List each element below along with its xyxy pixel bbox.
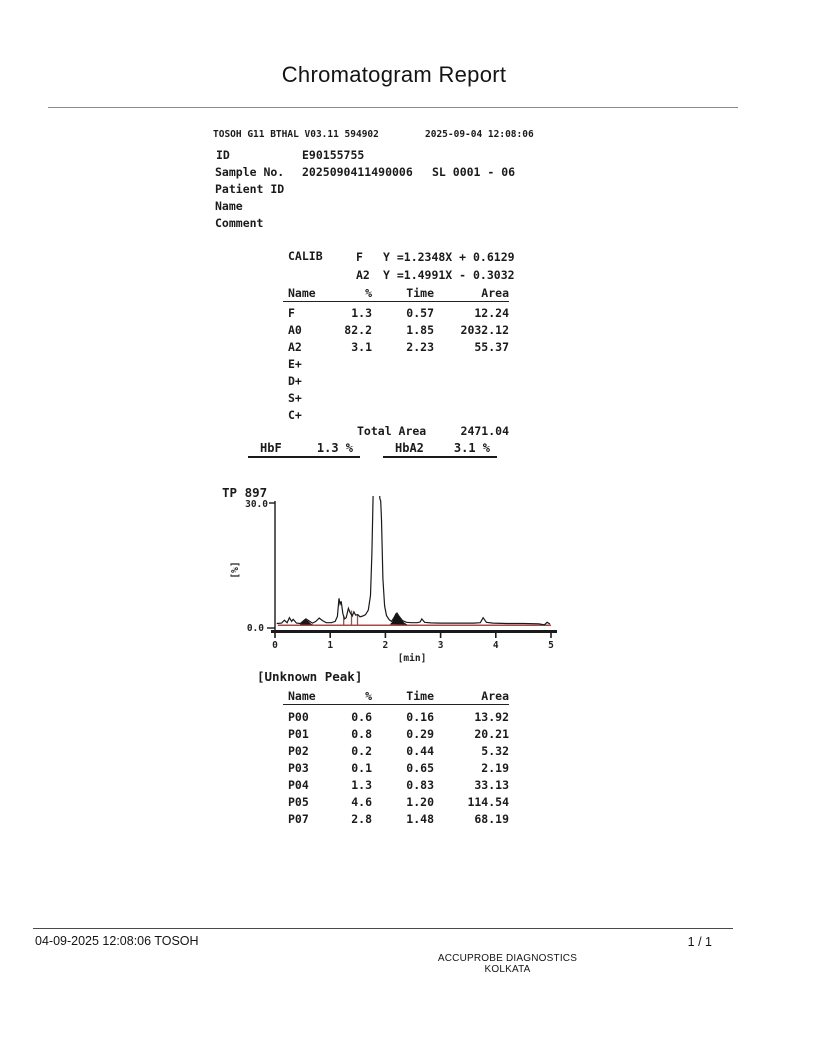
cell-percent: 82.2 (344, 323, 372, 337)
cell-name: F (288, 306, 295, 320)
col-area: Area (481, 286, 509, 300)
cell-percent: 3.1 (351, 340, 372, 354)
table-row (283, 726, 509, 743)
calib-eq-a2-formula: Y =1.4991X - 0.3032 (383, 267, 515, 282)
cell-name: P07 (288, 812, 309, 826)
cell-name: A2 (288, 340, 302, 354)
total-points-label: TP 897 (222, 485, 268, 500)
cell-area: 2032.12 (460, 323, 509, 337)
chromatogram-plot (220, 490, 565, 666)
field-extra-sample-no: SL 0001 - 06 (432, 165, 516, 179)
hba2-summary (383, 440, 497, 458)
col-name: Name (288, 286, 316, 300)
field-label-id: ID (216, 148, 230, 162)
total-area-line (283, 423, 509, 440)
hba2-label: HbA2 (395, 441, 424, 455)
cell-name: P02 (288, 744, 309, 758)
svg-text:3: 3 (437, 640, 444, 651)
col-time: Time (406, 286, 434, 300)
table-row (283, 390, 509, 407)
table-row (283, 339, 509, 356)
table-row (283, 305, 509, 322)
calib-table-header (283, 285, 509, 302)
calib-eq-f-formula: Y =1.2348X + 0.6129 (383, 250, 515, 264)
page-title: Chromatogram Report (281, 62, 507, 87)
cell-time: 1.48 (406, 812, 434, 826)
cell-name: C+ (288, 408, 302, 422)
cell-name: D+ (288, 374, 302, 388)
cell-percent: 0.2 (351, 744, 372, 758)
cell-name: P03 (288, 761, 309, 775)
cell-percent: 0.6 (351, 710, 372, 724)
machine-datetime: 2025-09-04 12:08:06 (425, 129, 534, 140)
cell-name: E+ (288, 357, 302, 371)
calib-table (283, 285, 509, 424)
svg-text:5: 5 (548, 640, 554, 651)
cell-time: 1.20 (406, 795, 434, 809)
unknown-table-header (283, 688, 509, 705)
calib-equation-a2 (356, 267, 515, 285)
cell-area: 68.19 (474, 812, 509, 826)
field-label-name: Name (215, 199, 243, 213)
cell-percent: 1.3 (351, 306, 372, 320)
x-axis-ticks (275, 633, 551, 638)
calib-eq-f-name: F (356, 250, 363, 264)
col-percent: % (365, 286, 372, 300)
field-label-sample-no: Sample No. (215, 165, 285, 179)
page-number: 1 / 1 (687, 935, 712, 949)
table-row (283, 356, 509, 373)
footer-datetime: 04-09-2025 12:08:06 TOSOH (35, 934, 199, 948)
cell-name: S+ (288, 391, 302, 405)
cell-time: 0.57 (406, 306, 434, 320)
machine-info: TOSOH G11 BTHAL V03.11 594902 (213, 129, 379, 140)
chromatogram-trace (277, 490, 550, 625)
col-name: Name (288, 689, 316, 703)
table-row (283, 760, 509, 777)
cell-percent: 2.8 (351, 812, 372, 826)
cell-area: 55.37 (474, 340, 509, 354)
cell-percent: 4.6 (351, 795, 372, 809)
cell-area: 33.13 (474, 778, 509, 792)
svg-text:1: 1 (327, 640, 334, 651)
table-row (283, 322, 509, 339)
calib-equation-f (356, 249, 515, 267)
field-value-sample-no: 2025090411490006 (302, 165, 413, 179)
cell-percent: 0.1 (351, 761, 372, 775)
table-row (283, 794, 509, 811)
col-time: Time (406, 689, 434, 703)
calib-label: CALIB (288, 249, 323, 263)
hba2-value: 3.1 % (453, 441, 490, 455)
cell-time: 0.83 (406, 778, 434, 792)
cell-area: 12.24 (474, 306, 509, 320)
cell-time: 0.29 (406, 727, 434, 741)
footer-divider (33, 928, 733, 929)
table-row (283, 777, 509, 794)
col-area: Area (481, 689, 509, 703)
cell-area: 5.32 (481, 744, 509, 758)
cell-time: 0.44 (406, 744, 434, 758)
spacer (283, 423, 357, 440)
cell-percent: 0.8 (351, 727, 372, 741)
unknown-peak-title: [Unknown Peak] (257, 669, 363, 684)
table-row (283, 373, 509, 390)
calib-equations (356, 249, 515, 284)
cell-time: 0.16 (406, 710, 434, 724)
calib-eq-a2-name: A2 (356, 267, 370, 282)
cell-time: 0.65 (406, 761, 434, 775)
cell-area: 2.19 (481, 761, 509, 775)
cell-area: 20.21 (474, 727, 509, 741)
cell-percent: 1.3 (351, 778, 372, 792)
title-divider (48, 107, 738, 108)
y-axis-max-label: 30.0 (245, 499, 268, 510)
table-row (283, 709, 509, 726)
cell-name: A0 (288, 323, 302, 337)
svg-text:4: 4 (492, 640, 499, 651)
col-percent: % (365, 689, 372, 703)
cell-name: P05 (288, 795, 309, 809)
field-label-patient-id: Patient ID (215, 182, 285, 196)
svg-text:0: 0 (272, 640, 278, 651)
lab-name: ACCUPROBE DIAGNOSTICS KOLKATA (437, 953, 578, 975)
hbf-value: 1.3 % (316, 441, 353, 455)
cell-area: 114.54 (467, 795, 509, 809)
cell-name: P00 (288, 710, 309, 724)
cell-time: 2.23 (406, 340, 434, 354)
y-axis-min-label: 0.0 (246, 623, 264, 634)
total-area-value: 2471.04 (460, 424, 509, 438)
hbf-label: HbF (260, 441, 282, 455)
y-axis-title: [%] (230, 561, 241, 579)
cell-name: P01 (288, 727, 309, 741)
table-row (283, 743, 509, 760)
cell-name: P04 (288, 778, 309, 792)
field-label-comment: Comment (215, 216, 264, 230)
unknown-peak-table (283, 688, 509, 828)
x-axis-tick-labels (272, 640, 554, 651)
svg-text:2: 2 (382, 640, 389, 651)
field-value-id: E90155755 (302, 148, 365, 162)
table-row (283, 811, 509, 828)
cell-time: 1.85 (406, 323, 434, 337)
hbf-summary (248, 440, 360, 458)
total-area-label: Total Area (357, 424, 427, 438)
cell-area: 13.92 (474, 710, 509, 724)
x-axis-title: [min] (397, 653, 427, 664)
table-row (283, 407, 509, 424)
